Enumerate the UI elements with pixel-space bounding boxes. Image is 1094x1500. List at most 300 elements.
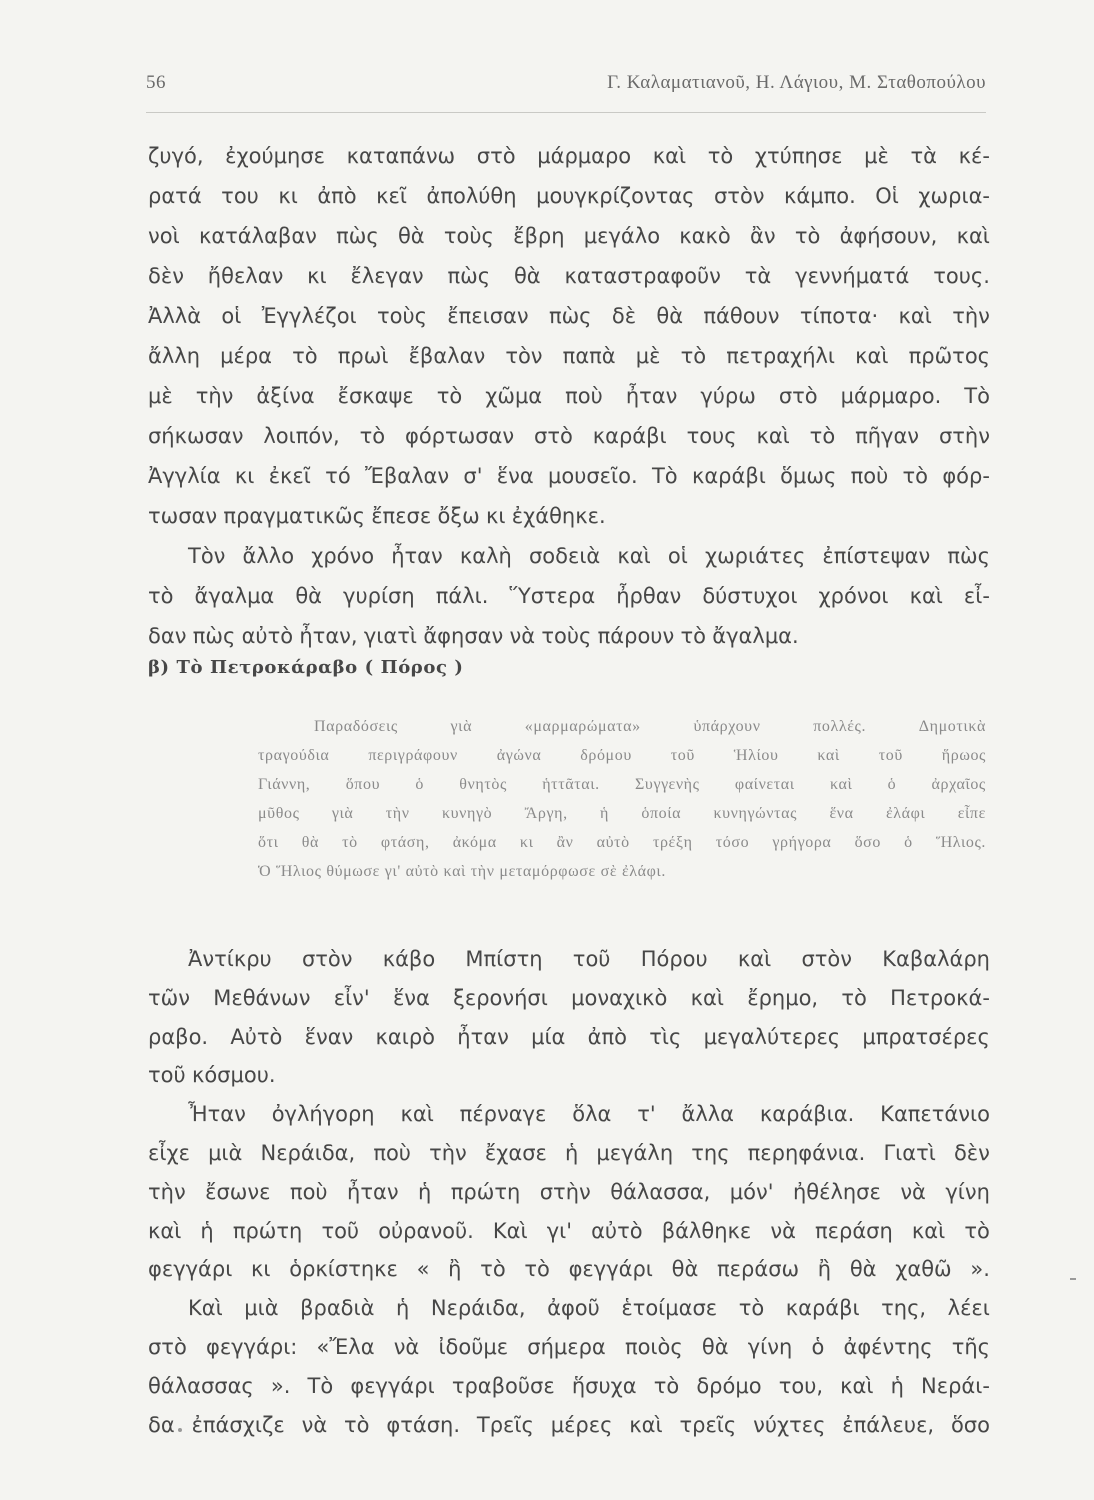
word: ἡττᾶται. [542,776,600,793]
word: ἦρθαν [616,584,682,608]
word: καράβι [691,464,766,488]
word: τὴν [385,805,410,822]
word: στὸν [301,947,353,971]
word: βάλθηκε [661,1218,752,1243]
body-text-line [148,496,990,536]
word: ποιὸς [624,1334,683,1359]
word: μιὰ [244,1296,279,1321]
word: φεγγάρι [148,1257,233,1282]
word: ὄξω [437,504,480,528]
body-text-line [148,1250,990,1289]
word: φόρ- [942,464,990,488]
word: θὰ [671,1257,699,1282]
word: καράβια. [759,1102,855,1127]
body-text-line [148,136,990,176]
word: τὸ [436,384,463,408]
word: δὲ [611,304,637,328]
word: τῆς [951,1334,990,1359]
word: κόσμου. [191,1063,276,1088]
word: καὶ [898,304,932,328]
body-text-line [148,456,990,496]
word: πέρναγε [459,1102,547,1127]
word: νὰ [509,624,536,648]
word: ». [270,1373,291,1398]
word: τὸ [809,424,836,448]
word: περάσω [717,1257,800,1282]
word: γι' [546,1218,572,1243]
word: τὸ [680,344,707,368]
word: φόρτωσαν [404,424,515,448]
word: καταπάνω [346,144,456,168]
word: τόσο [715,834,750,851]
word: ἡ [418,1179,432,1204]
word: πὼς [336,224,379,248]
word: πρῶτος [908,344,990,368]
word: δρόμο [696,1373,762,1398]
word: οἱ [221,304,242,328]
word: δα [148,1412,175,1437]
word: καὶ [617,544,651,568]
word: καιρὸ [375,1024,436,1049]
word: Τὸ [964,384,990,408]
word: ὅσο [854,834,882,851]
word: ἦταν [347,1179,399,1204]
word: ἐλάφι [885,805,926,822]
word: καὶ [909,584,943,608]
word: πραγματικῶς [223,504,365,528]
word: καταστραφοῦν [564,264,721,288]
word: ἔχασε [484,1140,547,1165]
word: ἔβαλαν [408,344,486,368]
word: ἢ [817,1257,832,1282]
word: μόν' [729,1179,774,1204]
word: κάβο [382,947,436,971]
word: καλὴ [459,544,512,568]
word: κι [234,464,255,488]
word: κακὸ [679,224,731,248]
word: νὰ [301,1412,328,1437]
word: στὸν [801,947,852,971]
word: ὑπάρχουν [693,718,761,735]
word: πὼς [947,544,990,568]
word: τρέξη [652,834,693,851]
word: σήμερα [527,1334,606,1359]
word: καὶ [652,144,687,168]
word: θνητὸς [459,776,507,793]
word: ἑτοίμασε [621,1296,718,1321]
word: τὸν [505,344,543,368]
word: φτάση, [380,834,430,851]
word: Καβαλάρη [882,947,990,971]
word: περηφάνια. [747,1140,866,1165]
word: Ἔβαλαν [364,464,450,488]
word: θὰ [295,584,323,608]
word: μοναχικὸ [571,985,668,1010]
word: ἄλλη [148,344,201,368]
word: τὴν [429,1140,467,1165]
word: φαίνεται [734,776,795,793]
word: ξερονήσι [453,985,548,1010]
word: ἕνα [829,805,854,822]
word: ἠθέλησε [792,1179,881,1204]
word: καὶ [911,1218,946,1243]
word: στὸ [534,424,573,448]
word: Πετροκά- [890,985,990,1010]
word: στὴν [938,424,990,448]
word: ἐκεῖ [268,464,311,488]
word: ἐπάλευε, [842,1412,935,1437]
word: ἐπάσχιζε [191,1412,285,1437]
word: μία [531,1024,566,1049]
word: θὰ [701,1334,729,1359]
word: πὼς [192,624,236,648]
word: ποὺ [565,384,603,408]
body-text-line [148,416,990,456]
word: ποὺ [850,464,889,488]
body-text-line [148,1406,990,1445]
word: ὁ [415,776,424,793]
word: γυρίση [343,584,415,608]
body-text-line [148,616,990,656]
word: τραβοῦσε [451,1373,555,1398]
word: κατάλαβαν [198,224,317,248]
word: δὲν [148,264,184,288]
word: τρεῖς [679,1412,737,1437]
word: ἐπίστεψαν [822,544,931,568]
word: περάση [815,1218,893,1243]
word: ἦταν [391,544,443,568]
word: ὅτι [258,834,279,851]
word: κι [251,1257,271,1282]
word: Ἡλίου [733,747,779,764]
word: φτάση. [386,1412,461,1437]
word: δύστυχοι [702,584,798,608]
body-text-line [148,979,990,1018]
word: τραγούδια [258,747,330,764]
word: σοδειὰ [528,544,601,568]
word: ὅπου [345,776,381,793]
word: σήκωσαν [148,424,244,448]
word: τὸ [794,224,821,248]
word: ζυγό, [148,144,204,168]
word: ἀπολύθη [426,184,517,208]
word: ὁ [887,776,897,793]
word: αὐτὸ [596,834,630,851]
word: δρόμου [580,747,632,764]
word: χρόνοι [818,584,889,608]
word: αὐτὸ [591,1218,643,1243]
quote-line [258,828,986,857]
word: Ἀλλὰ [148,304,202,328]
body-text-line [148,1367,990,1406]
body-text-line [148,1328,990,1367]
word: λοιπόν, [263,424,340,448]
word: μεγάλη [596,1140,674,1165]
word: τὸ [680,624,706,648]
word: ραβο. [148,1024,209,1049]
section-heading: β) Τὸ Πετροκάραβο ( Πόρος ) [148,657,464,678]
word: γρήγορα [772,834,832,851]
word: ἥσυχα [571,1373,637,1398]
word: ἕνα [392,985,430,1010]
word: ἔλεγαν [350,264,424,288]
word: Τρεῖς [476,1412,534,1437]
word: κυνηγὸ [441,805,493,822]
word: μεγάλο [583,224,661,248]
word: γιατὶ [363,624,418,648]
body-text-line [148,1056,990,1095]
word: ὅσο [950,1412,990,1437]
word: νὰ [900,1179,926,1204]
word: χτύπησε [754,144,843,168]
word: μεγαλύτερες [703,1024,841,1049]
word: χωριάτες [704,544,806,568]
word: τὸ [841,985,867,1010]
word: εἶ- [963,584,990,608]
word: ἀξίνα [256,384,315,408]
word: ἔπεσε [371,504,432,528]
word: μέρα [220,344,273,368]
word: καὶ [756,424,790,448]
word: οὐρανοῦ. [378,1218,474,1243]
quote-line [258,857,986,886]
body-text-line [148,296,990,336]
word: τοὺς [376,304,427,328]
word: εἶχε [148,1140,190,1165]
word: αὐτὸ [405,863,439,880]
word: τοὺς [541,624,592,648]
word: τους. [933,264,990,288]
word: καὶ [690,985,724,1010]
word: ἀφοῦ [547,1296,600,1321]
word: Νεράι- [921,1373,990,1398]
word: μεταμόρφωσε [499,863,596,880]
word: τὸ [480,1257,506,1282]
word: Νεράιδα, [260,1140,356,1165]
word: Δημοτικὰ [918,718,986,735]
word: Οἱ [875,184,899,208]
body-text-line [148,256,990,296]
word: πάθουν [703,304,780,328]
word: Νεράιδα, [430,1296,526,1321]
indented-quote [258,712,986,886]
word: πῆγαν [855,424,920,448]
word: στὸ [148,1334,187,1359]
word: ὁποία [641,805,682,822]
body-text-line [148,536,990,576]
page-number: 56 [146,72,166,93]
word: θύμωσε [326,863,380,880]
word: μπρατσέρες [862,1024,990,1049]
word: τὸ [964,1218,990,1243]
word: Ἀγγλία [148,464,221,488]
word: ». [970,1257,990,1282]
word: ὅλα [572,1102,612,1127]
word: γι' [384,863,401,880]
word: ἢ [448,1257,462,1282]
running-head [146,72,986,102]
word: νὰ [393,1334,420,1359]
word: τοὺς [443,224,494,248]
word: καράβι [592,424,667,448]
word: ἄλλα [681,1102,735,1127]
word: ποὺ [289,1179,328,1204]
word: ὅμως [780,464,837,488]
word: καὶ [840,1373,874,1398]
word: ὀγλήγορη [271,1102,375,1127]
word: μέρες [550,1412,613,1437]
body-text-line [148,940,990,979]
word: Ἥλιος [276,863,322,880]
word: τὰ [744,264,772,288]
word: Ἄργη, [524,805,568,822]
body-text-bottom [148,940,990,1444]
word: μιὰ [208,1140,243,1165]
word: Ἥλιος. [935,834,986,851]
word: τὴν [195,384,234,408]
word: μὲ [864,144,889,168]
word: γίνη [747,1334,793,1359]
word: τὴν [148,1179,186,1204]
word: Ἐγγλέζοι [261,304,357,328]
word: τὸ [148,584,174,608]
word: ἀρχαῖος [931,776,986,793]
word: νὰ [770,1218,796,1243]
word: ἀφήσουν, [839,224,938,248]
word: χῶμα [485,384,543,408]
word: τοῦ [321,1218,360,1243]
print-speck [178,1428,182,1432]
word: Ὁ [258,863,272,880]
word: ἀφέντης [843,1334,933,1359]
word: θὰ [301,834,319,851]
word: ἄφησαν [423,624,504,648]
word: ἔσκαψε [337,384,414,408]
word: ἡ [600,805,610,822]
word: ἡ [564,1140,579,1165]
word: ἤθελαν [207,264,284,288]
word: Συγγενὴς [635,776,700,793]
word: κυνηγώντας [713,805,798,822]
quote-line [258,770,986,799]
word: καὶ [443,863,466,880]
word: ἐχούμησε [225,144,325,168]
word: τό [325,464,351,488]
word: Καὶ [492,1218,528,1243]
quote-line [258,799,986,828]
word: πρώτη [232,1218,303,1243]
word: ἔρημο, [747,985,819,1010]
word: Ὕστερα [509,584,596,608]
word: ἐχάθηκε. [511,504,606,528]
word: θάλασσα, [610,1179,711,1204]
word: νοὶ [148,224,180,248]
word: ἦταν [457,1024,509,1049]
word: ἂν [556,834,574,851]
word: ἡ [396,1296,410,1321]
word: Γιάννη, [258,776,311,793]
running-head-authors: Γ. Καλαματιανοῦ, Η. Λάγιου, Μ. Σταθοπούλου [607,72,986,93]
word: ἀκόμα [452,834,497,851]
word: Μπίστη [465,947,543,971]
body-text-top [148,136,990,656]
word: βραδιὰ [300,1296,375,1321]
body-text-line [148,1212,990,1251]
word: ἡ [890,1373,904,1398]
word: ἄλλο [242,544,295,568]
word: τοῦ [670,747,695,764]
word: Παραδόσεις [314,718,398,735]
word: της [691,1140,730,1165]
word: πρωὶ [337,344,389,368]
header-rule [146,112,986,113]
word: τὴν [952,304,990,328]
word: φεγγάρι: [205,1334,298,1359]
word: ἡ [200,1218,214,1243]
word: τὸ [359,424,386,448]
word: στὴν [539,1179,591,1204]
word: Τὸ [651,464,678,488]
word: « [416,1257,430,1282]
word: ἀπὸ [317,184,357,208]
word: Πόρου [640,947,708,971]
body-text-line [148,1095,990,1134]
word: κάμπο. [784,184,856,208]
word: πάρουν [597,624,675,648]
word: καὶ [817,747,840,764]
word: Μεθάνων [213,985,311,1010]
word: σ' [463,464,483,488]
word: τὸ [342,834,358,851]
word: πὼς [447,264,491,288]
word: μὲ [635,344,661,368]
word: καὶ [400,1102,434,1127]
word: καὶ [855,344,889,368]
word: ἄγαλμα [194,584,275,608]
word: τῶν [148,985,190,1010]
word: γιὰ [450,718,473,735]
word: τίποτα· [799,304,879,328]
word: ἔπεισαν [447,304,529,328]
word: κέ- [958,144,990,168]
word: μὲ [148,384,173,408]
word: Καπετάνιο [880,1102,990,1127]
word: κι [307,264,327,288]
word: φεγγάρι [568,1257,653,1282]
word: στὸν [714,184,765,208]
word: τὸ [292,344,318,368]
word: ἐλάφι. [621,863,666,880]
word: γύρω [700,384,756,408]
word: γίνη [945,1179,990,1204]
word: μάρμαρο [537,144,632,168]
quote-line [258,712,986,741]
word: δὲν [953,1140,990,1165]
print-mark [1070,1278,1076,1280]
word: ἕνα [496,464,534,488]
word: ἀγώνα [496,747,542,764]
word: τοῦ [148,1063,186,1088]
word: Καὶ [188,1296,223,1321]
word: τὴν [470,863,495,880]
word: ἦταν, [299,624,358,648]
word: στὸ [476,144,516,168]
word: τὸ [707,144,734,168]
word: καὶ [956,224,990,248]
quote-line [258,741,986,770]
word: τοῦ [572,947,611,971]
word: θὰ [397,224,425,248]
